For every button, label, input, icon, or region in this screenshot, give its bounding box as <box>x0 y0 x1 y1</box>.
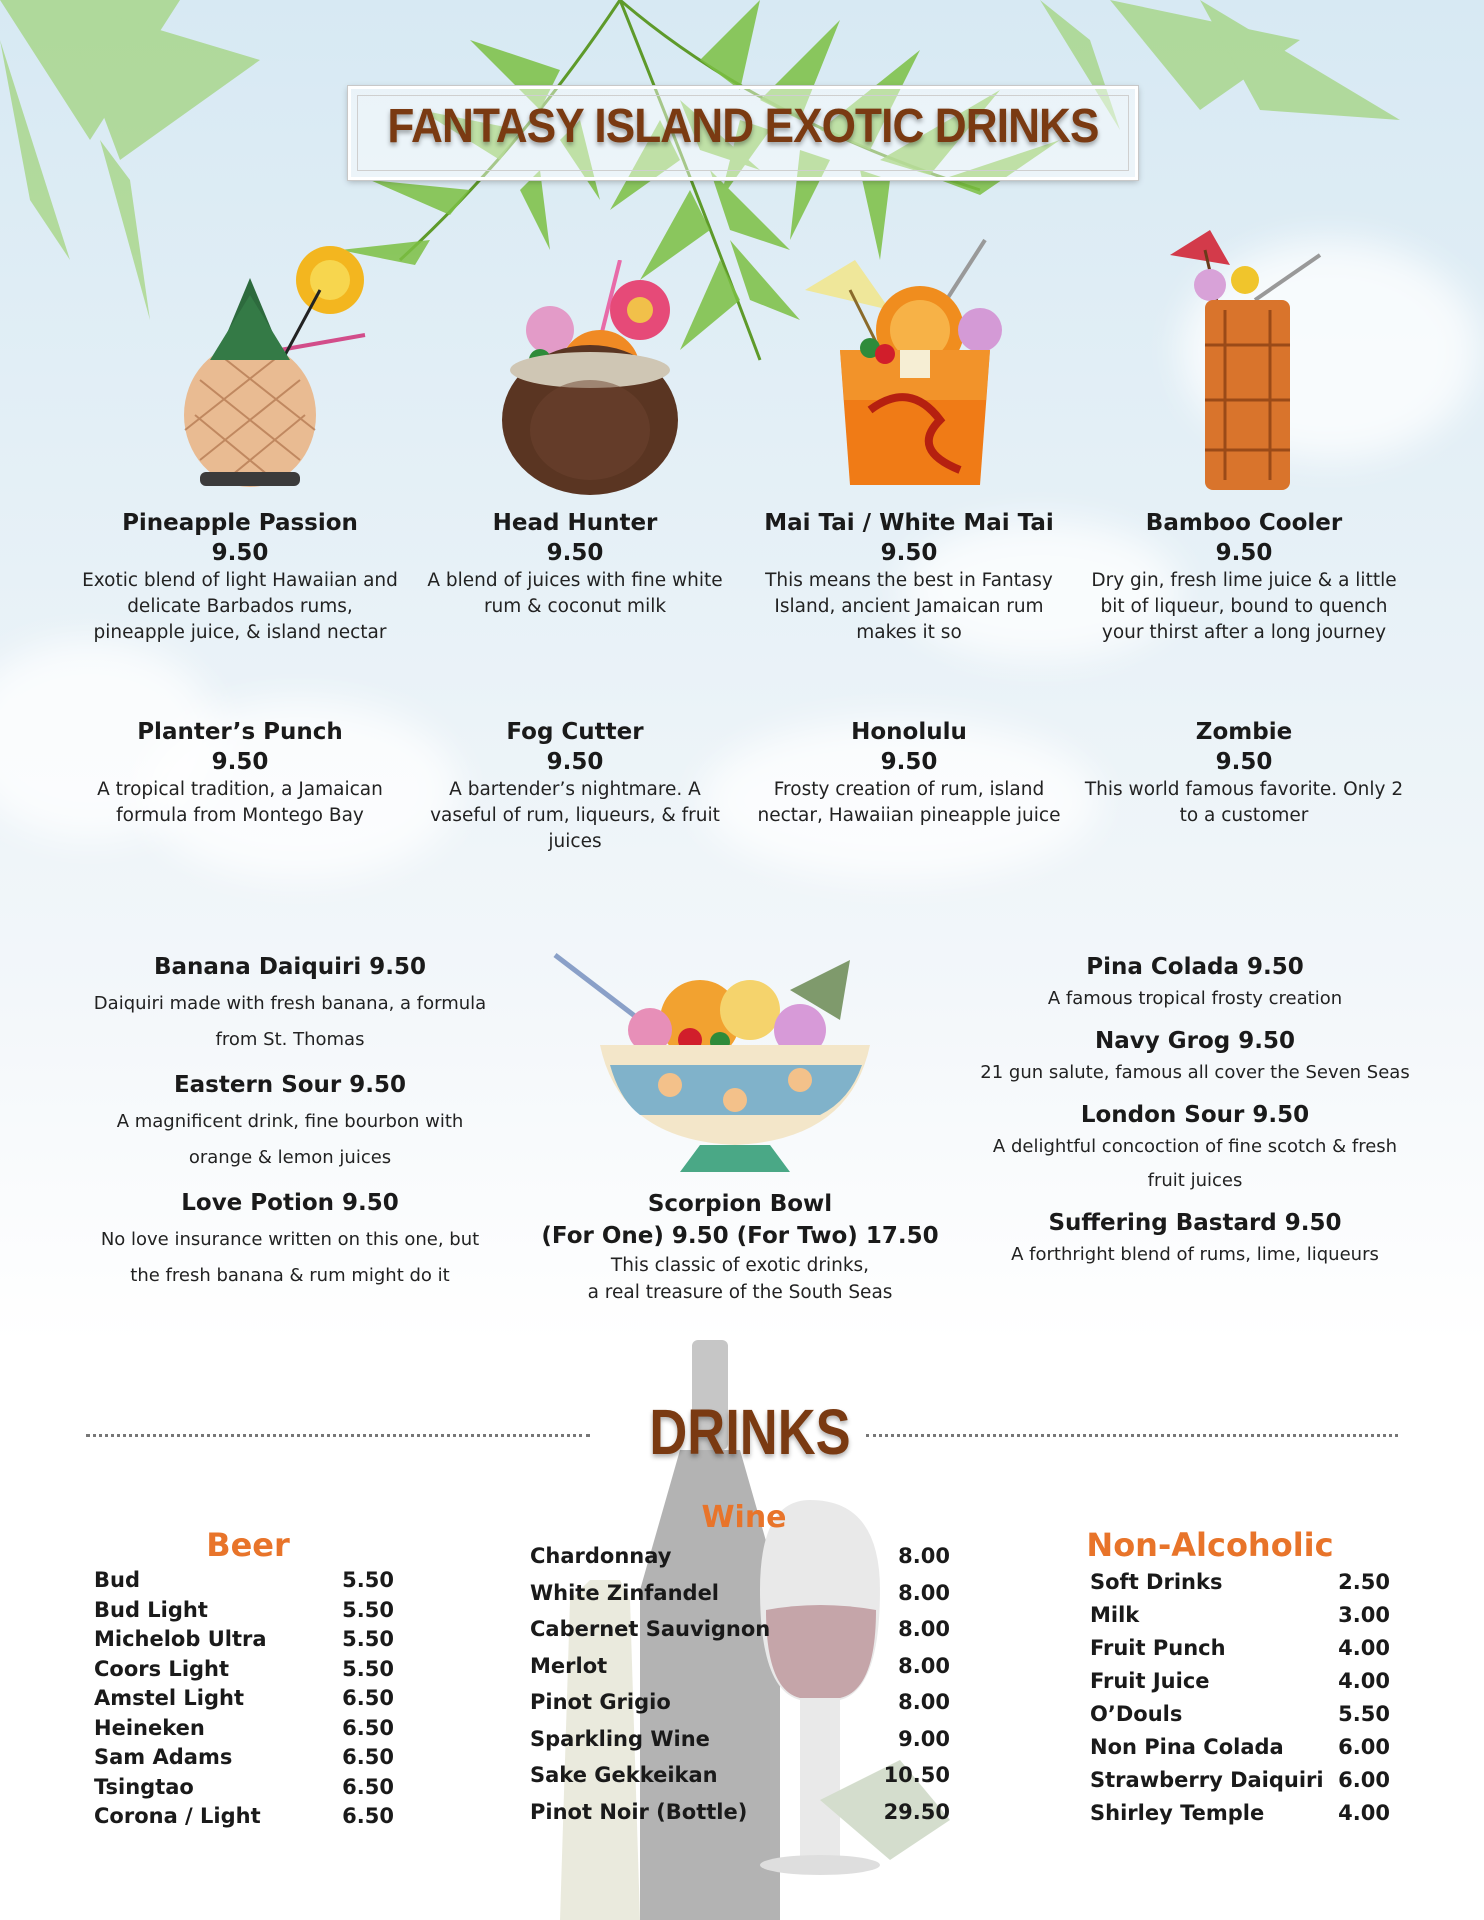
item-name: Chardonnay <box>530 1544 672 1568</box>
cocktail-item <box>975 1100 1415 1198</box>
list-item <box>94 1686 394 1716</box>
list-item <box>530 1763 950 1800</box>
page-title: FANTASY ISLAND EXOTIC DRINKS <box>387 100 1099 153</box>
item-price: 6.50 <box>342 1745 394 1769</box>
item-name: O’Douls <box>1090 1702 1183 1726</box>
item-name: Michelob Ultra <box>94 1627 267 1651</box>
drink-card-mai-tai <box>749 508 1069 646</box>
drink-card-zombie <box>1084 717 1404 829</box>
item-price: 2.50 <box>1338 1570 1390 1594</box>
item-price: 5.50 <box>342 1627 394 1651</box>
list-item <box>94 1775 394 1805</box>
item-name: Amstel Light <box>94 1686 245 1710</box>
divider-right <box>866 1434 1398 1437</box>
title-frame <box>348 86 1138 180</box>
cocktail-item <box>90 1070 490 1176</box>
mai-tai-drink-image <box>790 230 1020 495</box>
list-item <box>1090 1801 1390 1834</box>
drink-description: This means the best in Fantasy Island, ancient Jamaican rum makes it so <box>765 570 1053 643</box>
item-price: 6.50 <box>342 1715 394 1740</box>
right-cocktail-column <box>975 952 1415 1272</box>
list-item <box>94 1745 394 1775</box>
item-price: 4.00 <box>1338 1636 1390 1660</box>
item-price: 5.50 <box>342 1656 394 1681</box>
item-name: Heineken <box>94 1715 205 1740</box>
drink-price: 9.50 <box>546 540 604 566</box>
cocktail-description: No love insurance written on this one, but the fresh banana & rum might do it <box>100 1229 480 1286</box>
non-alcoholic-list <box>1090 1570 1390 1834</box>
list-item <box>530 1800 950 1837</box>
wine-list <box>530 1544 950 1836</box>
cocktail-description: A magnificent drink, fine bourbon with orange & lemon juices <box>116 1111 464 1168</box>
drink-name: Fog Cutter <box>506 719 644 745</box>
cocktail-item <box>975 952 1415 1016</box>
drink-description: Frosty creation of rum, island nectar, Hawaiian pineapple juice <box>757 779 1061 826</box>
drink-price: 9.50 <box>546 749 604 775</box>
item-name: Soft Drinks <box>1090 1570 1223 1594</box>
item-name: Sparkling Wine <box>530 1726 710 1751</box>
beer-heading: Beer <box>206 1526 290 1564</box>
item-name: Coors Light <box>94 1656 230 1681</box>
wine-heading: Wine <box>701 1500 787 1535</box>
list-item <box>1090 1702 1390 1735</box>
drink-card-bamboo-cooler <box>1084 508 1404 646</box>
item-price: 8.00 <box>898 1617 950 1641</box>
scorpion-bowl-prices: (For One) 9.50 (For Two) 17.50 <box>541 1223 939 1249</box>
item-name: Corona / Light <box>94 1804 261 1828</box>
item-name: Tsingtao <box>94 1774 194 1799</box>
scorpion-bowl-name: Scorpion Bowl <box>647 1191 833 1217</box>
cocktail-description: Daiquiri made with fresh banana, a formula from St. Thomas <box>93 993 487 1050</box>
drinks-heading: DRINKS <box>649 1396 851 1468</box>
drink-price: 9.50 <box>880 749 938 775</box>
list-item <box>1090 1570 1390 1603</box>
coconut-drink-image <box>490 260 690 495</box>
cocktail-item <box>90 952 490 1058</box>
item-price: 4.00 <box>1338 1669 1390 1693</box>
item-name: Sam Adams <box>94 1745 233 1769</box>
item-price: 5.50 <box>342 1568 394 1592</box>
list-item <box>530 1690 950 1727</box>
item-price: 5.50 <box>1338 1702 1390 1726</box>
item-name: Bud Light <box>94 1597 208 1622</box>
cocktail-item <box>975 1026 1415 1090</box>
cocktail-name: Navy Grog 9.50 <box>1094 1028 1295 1054</box>
list-item <box>1090 1636 1390 1669</box>
list-item <box>530 1544 950 1581</box>
list-item <box>94 1627 394 1657</box>
drink-card-fog-cutter <box>415 717 735 855</box>
cocktail-description: A forthright blend of rums, lime, liqueurs <box>1011 1244 1379 1265</box>
cocktail-description: A delightful concoction of fine scotch & fresh fruit juices <box>992 1136 1398 1191</box>
cocktail-description: A famous tropical frosty creation <box>1047 988 1343 1009</box>
drink-price: 9.50 <box>1215 749 1273 775</box>
drink-card-pineapple-passion <box>80 508 400 646</box>
item-name: Shirley Temple <box>1090 1801 1265 1825</box>
item-price: 5.50 <box>342 1597 394 1622</box>
cocktail-item <box>975 1208 1415 1272</box>
item-price: 8.00 <box>898 1580 950 1605</box>
list-item <box>94 1598 394 1628</box>
item-name: Fruit Juice <box>1090 1669 1210 1693</box>
item-name: Cabernet Sauvignon <box>530 1617 771 1641</box>
cocktail-name: Eastern Sour 9.50 <box>173 1072 407 1098</box>
item-name: White Zinfandel <box>530 1580 720 1605</box>
item-price: 9.00 <box>898 1726 950 1751</box>
drink-description: A tropical tradition, a Jamaican formula from Montego Bay <box>97 779 383 826</box>
scorpion-bowl-description: This classic of exotic drinks, <box>610 1255 870 1276</box>
drink-name: Honolulu <box>851 719 967 745</box>
item-name: Pinot Noir (Bottle) <box>530 1799 748 1824</box>
scorpion-bowl-item <box>540 1188 940 1306</box>
item-price: 29.50 <box>883 1799 950 1824</box>
cocktail-name: London Sour 9.50 <box>1080 1102 1310 1128</box>
scorpion-bowl-image <box>550 950 910 1178</box>
cocktail-name: Love Potion 9.50 <box>181 1190 399 1216</box>
drink-name: Zombie <box>1195 719 1293 745</box>
item-name: Milk <box>1090 1603 1140 1627</box>
drink-card-honolulu <box>749 717 1069 829</box>
list-item <box>94 1657 394 1687</box>
drink-description: This world famous favorite. Only 2 to a customer <box>1084 779 1404 826</box>
beer-list <box>94 1568 394 1834</box>
item-price: 6.00 <box>1338 1768 1390 1792</box>
drink-price: 9.50 <box>211 540 269 566</box>
item-name: Fruit Punch <box>1090 1636 1226 1660</box>
item-name: Bud <box>94 1568 140 1592</box>
item-name: Merlot <box>530 1653 608 1678</box>
list-item <box>94 1716 394 1746</box>
pineapple-drink-image <box>170 240 380 490</box>
item-name: Strawberry Daiquiri <box>1090 1768 1324 1792</box>
item-name: Pinot Grigio <box>530 1690 671 1714</box>
item-price: 8.00 <box>898 1544 950 1568</box>
left-cocktail-column <box>90 952 490 1294</box>
scorpion-bowl-description: a real treasure of the South Seas <box>587 1282 893 1303</box>
list-item <box>1090 1735 1390 1768</box>
item-name: Sake Gekkeikan <box>530 1763 718 1787</box>
drink-name: Pineapple Passion <box>122 510 358 536</box>
item-price: 3.00 <box>1338 1603 1390 1627</box>
non-alcoholic-heading: Non-Alcoholic <box>1086 1526 1334 1564</box>
drink-name: Planter’s Punch <box>137 719 343 745</box>
list-item <box>94 1568 394 1598</box>
cocktail-name: Suffering Bastard 9.50 <box>1048 1210 1342 1236</box>
drink-name: Mai Tai / White Mai Tai <box>764 510 1054 536</box>
drink-card-planters-punch <box>80 717 400 829</box>
drink-price: 9.50 <box>211 749 269 775</box>
item-price: 6.00 <box>1338 1735 1390 1759</box>
item-price: 6.50 <box>342 1686 394 1710</box>
drink-name: Bamboo Cooler <box>1145 510 1343 536</box>
list-item <box>94 1804 394 1834</box>
item-price: 10.50 <box>883 1763 950 1787</box>
list-item <box>530 1727 950 1764</box>
drink-description: A bartender’s nightmare. A vaseful of rum, liqueurs, & fruit juices <box>430 779 720 852</box>
list-item <box>1090 1669 1390 1702</box>
list-item <box>530 1617 950 1654</box>
item-price: 8.00 <box>898 1653 950 1678</box>
drink-description: A blend of juices with fine white rum & coconut milk <box>427 570 723 617</box>
drink-description: Dry gin, fresh lime juice & a little bit of liqueur, bound to quench your thirst after a long journey <box>1091 570 1397 643</box>
list-item <box>530 1654 950 1691</box>
drink-name: Head Hunter <box>492 510 658 536</box>
list-item <box>530 1581 950 1618</box>
item-price: 6.50 <box>342 1774 394 1799</box>
list-item <box>1090 1768 1390 1801</box>
bamboo-drink-image <box>1150 225 1330 495</box>
item-price: 8.00 <box>898 1690 950 1714</box>
cocktail-name: Banana Daiquiri 9.50 <box>153 954 427 980</box>
cocktail-name: Pina Colada 9.50 <box>1086 954 1304 980</box>
drink-price: 9.50 <box>880 540 938 566</box>
item-price: 6.50 <box>342 1804 394 1828</box>
item-name: Non Pina Colada <box>1090 1735 1284 1759</box>
cocktail-description: 21 gun salute, famous all cover the Seven Seas <box>980 1062 1410 1083</box>
drink-price: 9.50 <box>1215 540 1273 566</box>
item-price: 4.00 <box>1338 1801 1390 1825</box>
divider-left <box>86 1434 590 1437</box>
drink-card-head-hunter <box>415 508 735 620</box>
drink-description: Exotic blend of light Hawaiian and delicate Barbados rums, pineapple juice, & island nectar <box>82 570 398 643</box>
cocktail-item <box>90 1188 490 1294</box>
list-item <box>1090 1603 1390 1636</box>
